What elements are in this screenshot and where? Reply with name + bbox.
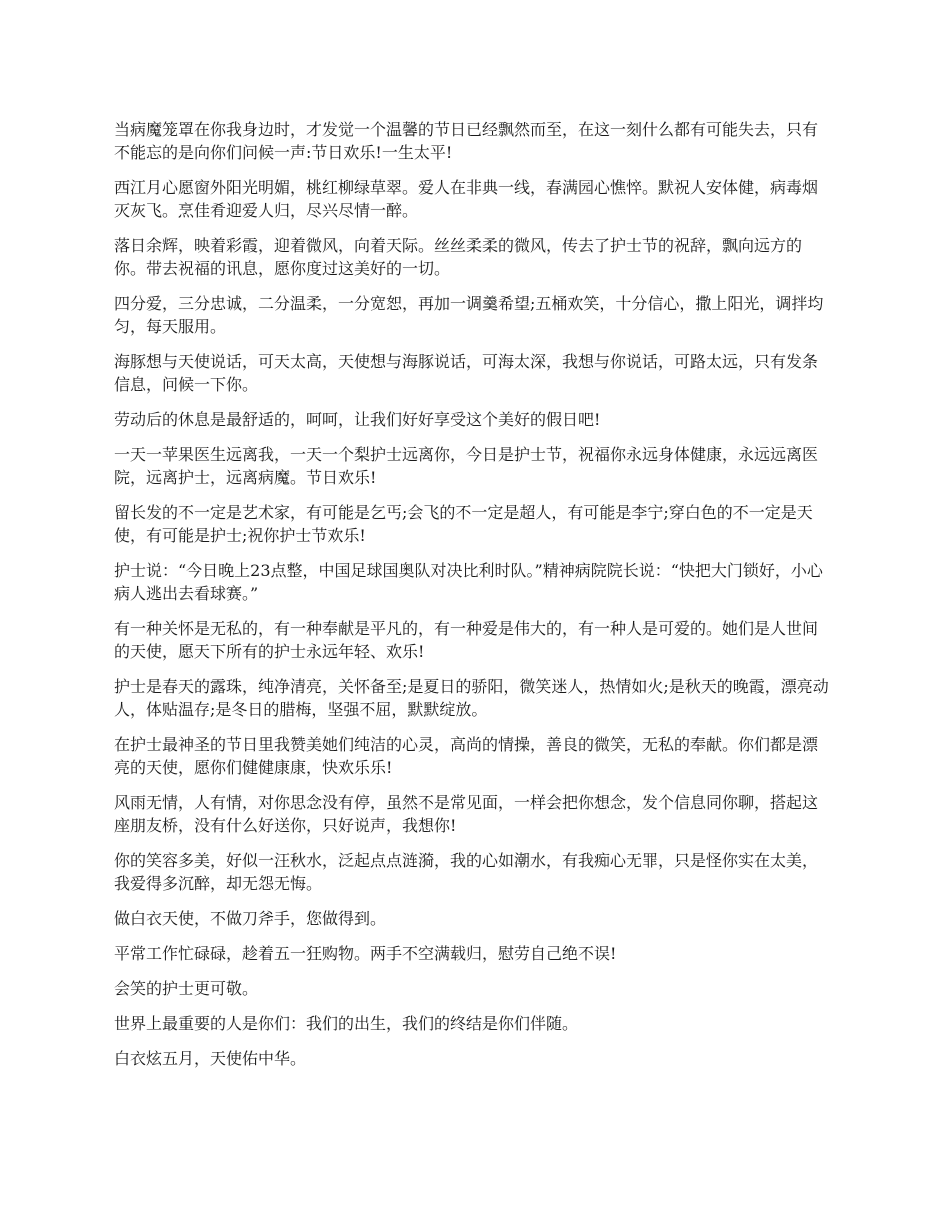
paragraph-7: 一天一苹果医生远离我，一天一个梨护士远离你，今日是护士节，祝福你永远身体健康，永远远离医院，远离护士，远离病魔。节日欢乐! <box>114 445 819 487</box>
paragraph-8: 留长发的不一定是艺术家，有可能是乞丐;会飞的不一定是超人，有可能是李宁;穿白色的不一定是天使，有可能是护士;祝你护士节欢乐! <box>114 503 813 545</box>
paragraph-2: 西江月心愿窗外阳光明媚，桃红柳绿草翠。爱人在非典一线，春满园心憔悴。默祝人安体健，病毒烟灭灰飞。烹佳肴迎爱人归，尽兴尽情一醉。 <box>114 178 819 220</box>
paragraph-17: 会笑的护士更可敬。 <box>114 979 259 998</box>
paragraph-16: 平常工作忙碌碌，趁着五一狂购物。两手不空满载归，慰劳自己绝不误! <box>114 944 617 963</box>
paragraph-11: 护士是春天的露珠，纯净清亮，关怀备至;是夏日的骄阳，微笑迷人，热情如火;是秋天的晚霞，漂亮动人，体贴温存;是冬日的腊梅，坚强不屈，默默绽放。 <box>114 677 829 719</box>
paragraph-10: 有一种关怀是无私的，有一种奉献是平凡的，有一种爱是伟大的，有一种人是可爱的。她们是人世间的天使，愿天下所有的护士永远年轻、欢乐! <box>114 619 819 661</box>
document-body <box>114 118 830 1082</box>
paragraph-19: 白衣炫五月，天使佑中华。 <box>114 1049 307 1068</box>
paragraph-13: 风雨无情，人有情，对你思念没有停，虽然不是常见面，一样会把你想念，发个信息同你聊，搭起这座朋友桥，没有什么好送你，只好说声，我想你! <box>114 793 819 835</box>
paragraph-18: 世界上最重要的人是你们：我们的出生，我们的终结是你们伴随。 <box>114 1014 579 1033</box>
paragraph-6: 劳动后的休息是最舒适的，呵呵，让我们好好享受这个美好的假日吧! <box>114 410 601 429</box>
paragraph-15: 做白衣天使，不做刀斧手，您做得到。 <box>114 909 387 928</box>
paragraph-1: 当病魔笼罩在你我身边时，才发觉一个温馨的节日已经飘然而至，在这一刻什么都有可能失去，只有不能忘的是向你们问候一声:节日欢乐!一生太平! <box>114 120 819 162</box>
paragraph-3: 落日余辉，映着彩霞，迎着微风，向着天际。丝丝柔柔的微风，传去了护士节的祝辞，飘向远方的你。带去祝福的讯息，愿你度过这美好的一切。 <box>114 236 803 278</box>
paragraph-14: 你的笑容多美，好似一汪秋水，泛起点点涟漪，我的心如潮水，有我痴心无罪，只是怪你实在太美，我爱得多沉醉，却无怨无悔。 <box>114 851 819 893</box>
paragraph-12: 在护士最神圣的节日里我赞美她们纯洁的心灵，高尚的情操，善良的微笑，无私的奉献。你们都是漂亮的天使，愿你们健健康康，快欢乐乐! <box>114 735 819 777</box>
paragraph-5: 海豚想与天使说话，可天太高，天使想与海豚说话，可海太深，我想与你说话，可路太远，只有发条信息，问候一下你。 <box>114 352 819 394</box>
paragraph-9: 护士说：“今日晚上23点整，中国足球国奥队对决比利时队。”精神病院院长说：“快把大门锁好，小心病人逃出去看球赛。” <box>114 561 823 603</box>
paragraph-4: 四分爱，三分忠诚，二分温柔，一分宽恕，再加一调羹希望;五桶欢笑，十分信心，撒上阳光，调拌均匀，每天服用。 <box>114 294 824 336</box>
